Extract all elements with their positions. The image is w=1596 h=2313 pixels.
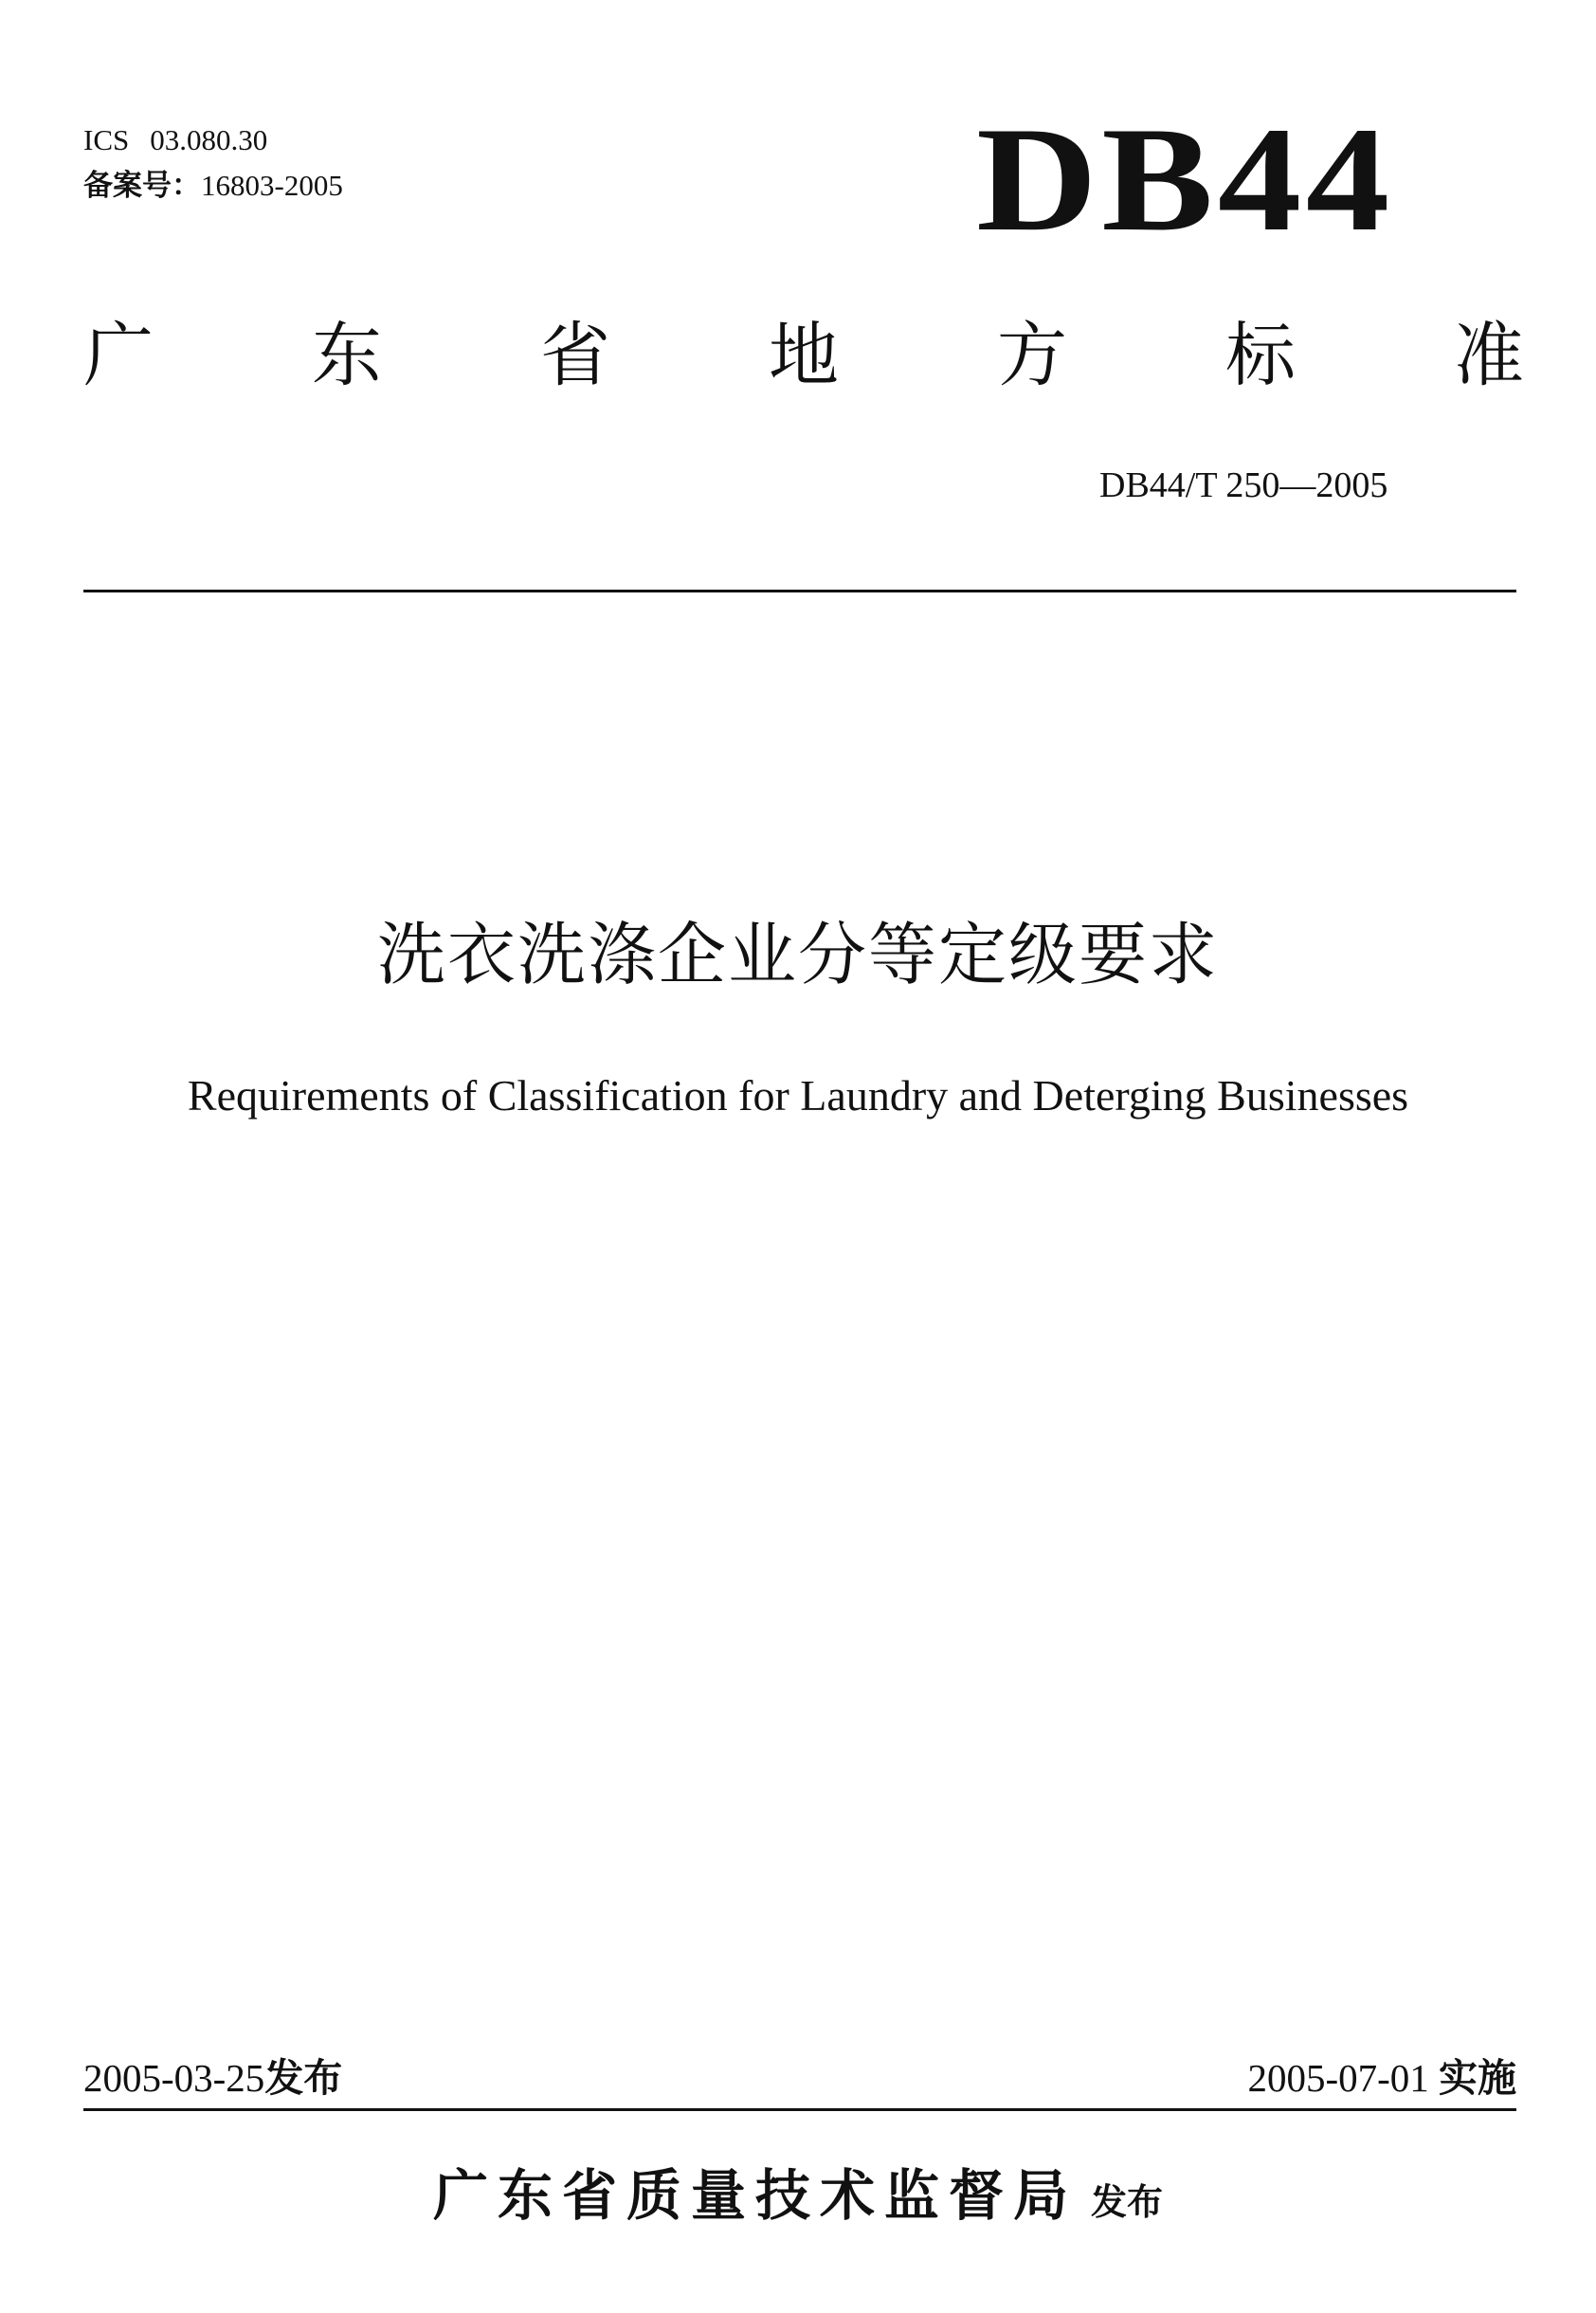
issuer-action: 发布 bbox=[1091, 2181, 1164, 2223]
title-english: Requirements of Classification for Laundry and Deterging Businesses bbox=[187, 1071, 1409, 1120]
title-chinese: 洗衣洗涤企业分等定级要求 bbox=[376, 915, 1219, 994]
ics-code: 03.080.30 bbox=[150, 123, 268, 156]
publish-date bbox=[83, 2053, 342, 2103]
filing-label: 备案号： bbox=[83, 169, 201, 202]
effective-label: 实施 bbox=[1439, 2056, 1516, 2100]
standard-type-char: 地 bbox=[769, 315, 839, 396]
standard-type-char: 东 bbox=[312, 315, 382, 396]
standard-type-char: 标 bbox=[1225, 315, 1296, 396]
top-divider bbox=[83, 590, 1516, 592]
filing-number bbox=[83, 167, 343, 205]
filing-number-value: 16803-2005 bbox=[201, 169, 343, 202]
issuer-line bbox=[0, 2158, 1596, 2240]
standard-type-char: 广 bbox=[83, 315, 154, 396]
standard-type-char: 省 bbox=[540, 315, 610, 396]
db44-logo: DB44 bbox=[976, 97, 1394, 263]
publish-label: 发布 bbox=[264, 2056, 343, 2100]
effective-date bbox=[1247, 2053, 1516, 2103]
effective-date-value: 2005-07-01 bbox=[1247, 2056, 1429, 2100]
issuer-name: 广东省质量技术监督局 bbox=[432, 2163, 1078, 2228]
ics-label: ICS bbox=[83, 123, 130, 156]
ics-classification bbox=[83, 121, 267, 159]
standard-type-heading bbox=[83, 313, 1524, 398]
standard-code: DB44/T 250—2005 bbox=[1099, 465, 1388, 505]
bottom-divider bbox=[83, 2108, 1516, 2111]
standard-type-char: 准 bbox=[1454, 315, 1524, 396]
publish-date-value: 2005-03-25 bbox=[83, 2056, 265, 2100]
standard-type-char: 方 bbox=[997, 315, 1067, 396]
